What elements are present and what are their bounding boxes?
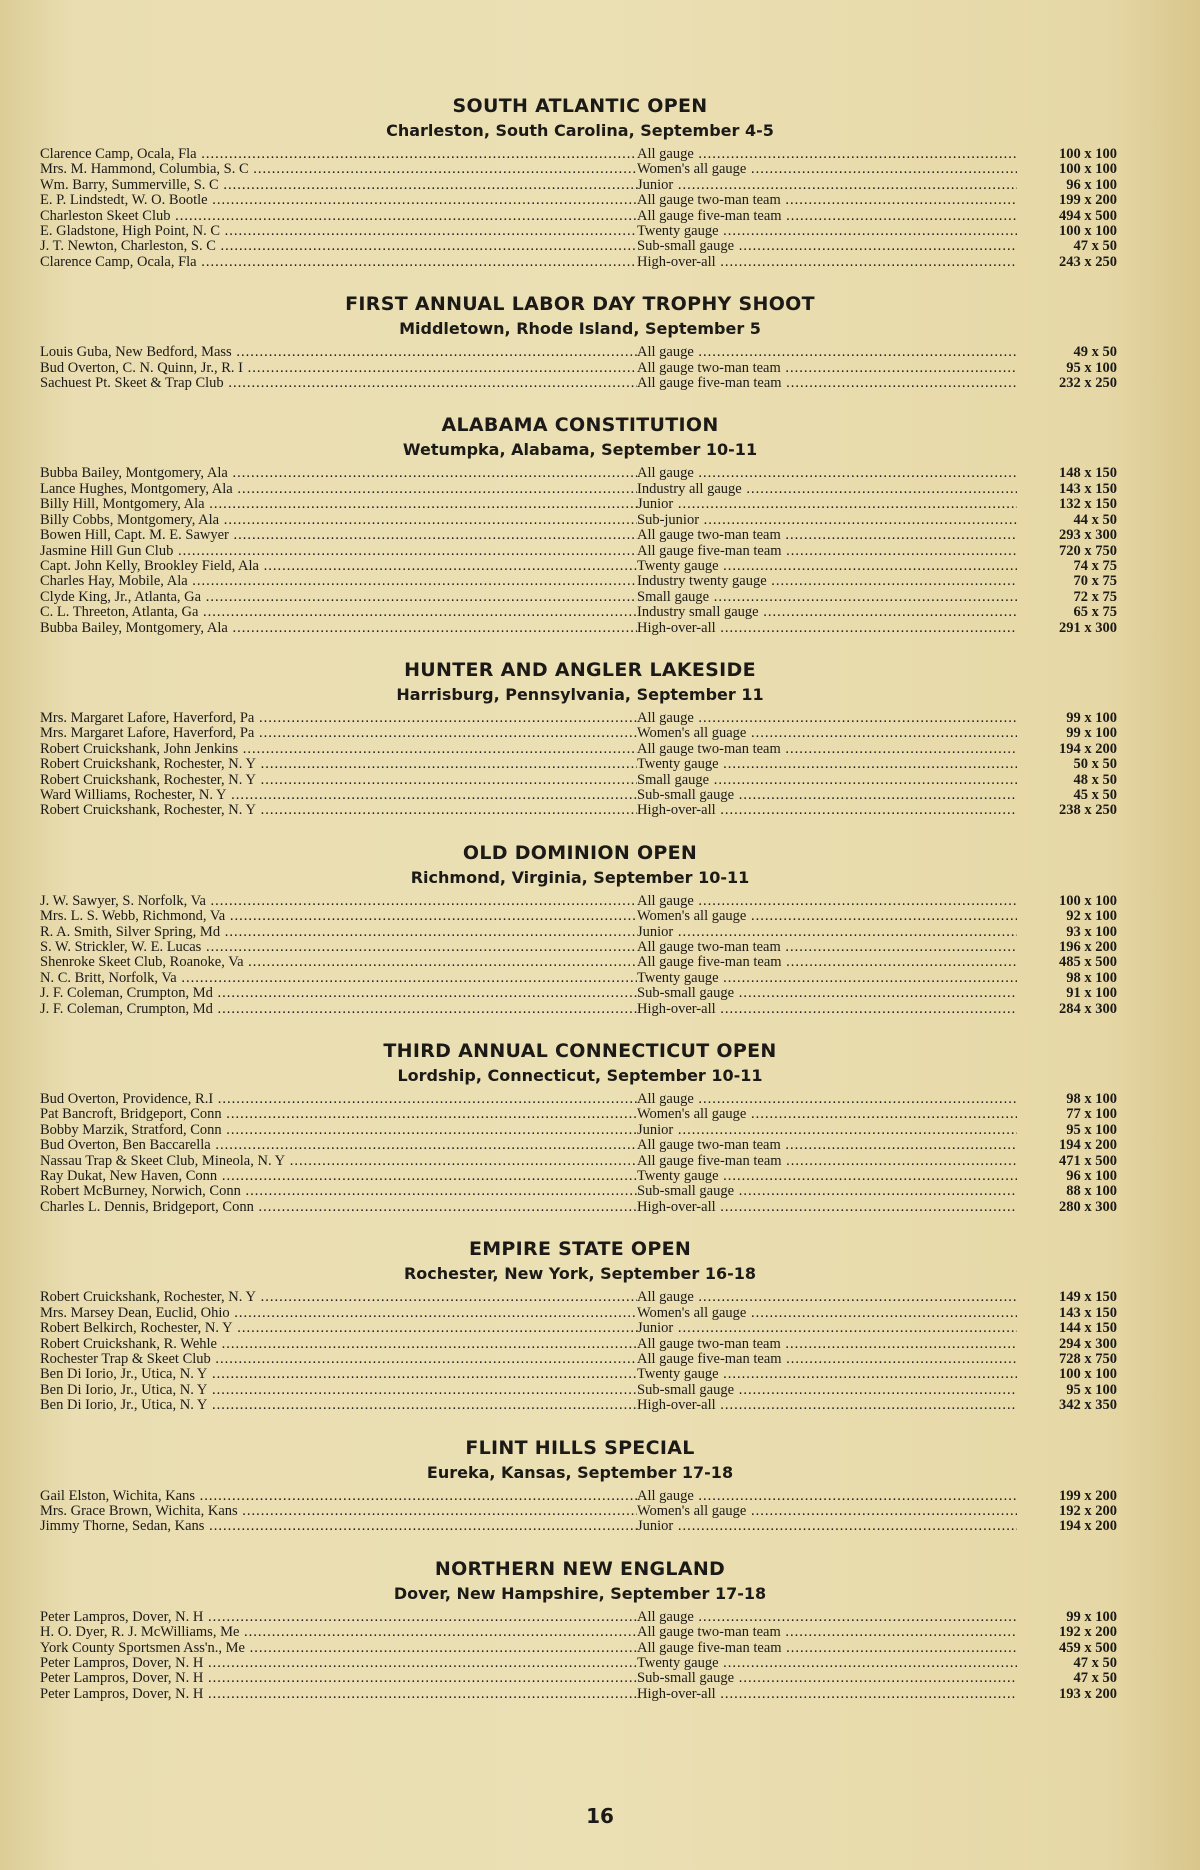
result-row [40,711,1120,726]
event-name: Small gauge ..... [637,590,1017,605]
score: 99 x 100 [1066,1608,1117,1625]
event-section [40,1039,1120,1215]
score: 342 x 350 [1059,1397,1117,1414]
winner-name: Clyde King, Jr., Atlanta, Ga ..... [40,590,637,605]
section-subtitle: Richmond, Virginia, September 10-11 [410,867,750,887]
winner-name: Wm. Barry, Summerville, S. C ..... [40,178,637,193]
result-row [40,1290,1120,1305]
result-row [40,590,1120,605]
event-name: All gauge two-man team ..... [637,1138,1017,1153]
result-row [40,147,1120,162]
event-name: All gauge five-man team ..... [637,376,1017,391]
winner-name: Bud Overton, C. N. Quinn, Jr., R. I ..... [40,361,637,376]
event-name: Sub-small gauge ..... [637,788,1017,803]
score: 95 x 100 [1066,1381,1117,1398]
results-list [40,1290,1120,1413]
score: 132 x 150 [1059,496,1117,513]
section-title: ALABAMA CONSTITUTION [441,414,719,437]
result-row [40,1398,1120,1413]
score: 471 x 500 [1059,1152,1117,1169]
result-row [40,773,1120,788]
result-row [40,1504,1120,1519]
event-section [40,292,1120,391]
score: 192 x 200 [1059,1502,1117,1519]
result-row [40,1154,1120,1169]
score: 45 x 50 [1073,786,1117,803]
result-row [40,1169,1120,1184]
event-name: All gauge five-man team ..... [637,1641,1017,1656]
results-list [40,711,1120,819]
score: 192 x 200 [1059,1624,1117,1641]
event-name: Twenty gauge ..... [637,1367,1017,1382]
score: 100 x 100 [1059,892,1117,909]
event-section [40,1557,1120,1702]
result-row [40,255,1120,270]
result-row [40,1352,1120,1367]
event-name: High-over-all ..... [637,1687,1017,1702]
winner-name: Peter Lampros, Dover, N. H ..... [40,1687,637,1702]
event-section [40,1436,1120,1535]
event-name: Sub-small gauge ..... [637,239,1017,254]
event-name: Small gauge ..... [637,773,1017,788]
result-row [40,497,1120,512]
event-name: Women's all gauge ..... [637,909,1017,924]
result-row [40,803,1120,818]
score: 70 x 75 [1073,573,1117,590]
winner-name: Robert Cruickshank, Rochester, N. Y ..... [40,773,637,788]
result-row [40,940,1120,955]
event-name: All gauge ..... [637,1092,1017,1107]
result-row [40,1337,1120,1352]
result-row [40,621,1120,636]
winner-name: Mrs. Margaret Lafore, Haverford, Pa ..... [40,711,637,726]
winner-name: Robert McBurney, Norwich, Conn ..... [40,1184,637,1199]
score: 193 x 200 [1059,1685,1117,1702]
section-title: FIRST ANNUAL LABOR DAY TROPHY SHOOT [345,293,815,316]
winner-name: Jasmine Hill Gun Club ..... [40,544,637,559]
score: 95 x 100 [1066,1121,1117,1138]
winner-name: Ben Di Iorio, Jr., Utica, N. Y ..... [40,1398,637,1413]
result-row [40,1489,1120,1504]
winner-name: Peter Lampros, Dover, N. H ..... [40,1671,637,1686]
event-name: Junior ..... [637,1519,1017,1534]
score: 243 x 250 [1059,253,1117,270]
event-name: Industry twenty gauge ..... [637,574,1017,589]
section-subtitle: Harrisburg, Pennsylvania, September 11 [396,684,764,704]
section-subtitle: Lordship, Connecticut, September 10-11 [397,1066,763,1086]
event-name: Women's all gauge ..... [637,1504,1017,1519]
event-section [40,658,1120,819]
winner-name: Billy Hill, Montgomery, Ala ..... [40,497,637,512]
score: 91 x 100 [1066,985,1117,1002]
event-name: High-over-all ..... [637,1200,1017,1215]
result-row [40,955,1120,970]
score: 92 x 100 [1066,908,1117,925]
section-title: HUNTER AND ANGLER LAKESIDE [404,658,756,681]
score: 293 x 300 [1059,527,1117,544]
result-row [40,466,1120,481]
score: 100 x 100 [1059,1366,1117,1383]
result-row [40,605,1120,620]
result-row [40,239,1120,254]
score: 238 x 250 [1059,802,1117,819]
score: 96 x 100 [1066,1168,1117,1185]
event-name: Women's all gauge ..... [637,1306,1017,1321]
winner-name: Rochester Trap & Skeet Club ..... [40,1352,637,1367]
winner-name: N. C. Britt, Norfolk, Va ..... [40,971,637,986]
section-subtitle: Middletown, Rhode Island, September 5 [399,319,761,339]
winner-name: Jimmy Thorne, Sedan, Kans ..... [40,1519,637,1534]
section-subtitle: Rochester, New York, September 16-18 [403,1264,757,1284]
winner-name: Robert Belkirch, Rochester, N. Y ..... [40,1321,637,1336]
event-name: Sub-small gauge ..... [637,1184,1017,1199]
winner-name: Mrs. Margaret Lafore, Haverford, Pa ..... [40,726,637,741]
score: 720 x 750 [1059,542,1117,559]
score: 50 x 50 [1073,756,1117,773]
event-name: Sub-small gauge ..... [637,986,1017,1001]
score: 194 x 200 [1059,740,1117,757]
event-name: Junior ..... [637,497,1017,512]
score: 96 x 100 [1066,176,1117,193]
winner-name: Louis Guba, New Bedford, Mass ..... [40,345,637,360]
winner-name: J. F. Coleman, Crumpton, Md ..... [40,986,637,1001]
results-list [40,147,1120,270]
score: 99 x 100 [1066,709,1117,726]
event-name: All gauge five-man team ..... [637,955,1017,970]
event-name: All gauge two-man team ..... [637,940,1017,955]
result-row [40,209,1120,224]
event-name: All gauge five-man team ..... [637,1352,1017,1367]
score: 95 x 100 [1066,359,1117,376]
result-row [40,1200,1120,1215]
score: 143 x 150 [1059,1304,1117,1321]
winner-name: J. F. Coleman, Crumpton, Md ..... [40,1002,637,1017]
result-row [40,1002,1120,1017]
score: 728 x 750 [1059,1350,1117,1367]
score: 199 x 200 [1059,1487,1117,1504]
winner-name: J. T. Newton, Charleston, S. C ..... [40,239,637,254]
section-subtitle: Dover, New Hampshire, September 17-18 [393,1583,767,1603]
winner-name: Bobby Marzik, Stratford, Conn ..... [40,1123,637,1138]
score: 280 x 300 [1059,1198,1117,1215]
result-row [40,1092,1120,1107]
event-name: Sub-small gauge ..... [637,1671,1017,1686]
score: 74 x 75 [1073,557,1117,574]
event-name: Junior ..... [637,1123,1017,1138]
result-row [40,162,1120,177]
score: 88 x 100 [1066,1183,1117,1200]
winner-name: E. P. Lindstedt, W. O. Bootle ..... [40,193,637,208]
winner-name: C. L. Threeton, Atlanta, Ga ..... [40,605,637,620]
winner-name: Peter Lampros, Dover, N. H ..... [40,1656,637,1671]
winner-name: Capt. John Kelly, Brookley Field, Ala ..... [40,559,637,574]
result-row [40,742,1120,757]
score: 47 x 50 [1073,238,1117,255]
score: 98 x 100 [1066,969,1117,986]
event-name: All gauge ..... [637,894,1017,909]
result-row [40,986,1120,1001]
score: 44 x 50 [1073,511,1117,528]
score: 291 x 300 [1059,619,1117,636]
result-row [40,971,1120,986]
winner-name: Bowen Hill, Capt. M. E. Sawyer ..... [40,528,637,543]
winner-name: York County Sportsmen Ass'n., Me ..... [40,1641,637,1656]
winner-name: Bubba Bailey, Montgomery, Ala ..... [40,466,637,481]
section-subtitle: Wetumpka, Alabama, September 10-11 [402,440,758,460]
result-row [40,193,1120,208]
score: 232 x 250 [1059,375,1117,392]
event-name: Twenty gauge ..... [637,224,1017,239]
winner-name: J. W. Sawyer, S. Norfolk, Va ..... [40,894,637,909]
result-row [40,224,1120,239]
score: 65 x 75 [1073,604,1117,621]
event-name: All gauge two-man team ..... [637,361,1017,376]
section-title: FLINT HILLS SPECIAL [465,1436,695,1459]
result-row [40,1687,1120,1702]
winner-name: Pat Bancroft, Bridgeport, Conn ..... [40,1107,637,1122]
event-name: All gauge two-man team ..... [637,1625,1017,1640]
winner-name: Robert Cruickshank, John Jenkins ..... [40,742,637,757]
winner-name: Mrs. Grace Brown, Wichita, Kans ..... [40,1504,637,1519]
event-section [40,94,1120,270]
event-name: All gauge ..... [637,466,1017,481]
result-row [40,1138,1120,1153]
result-row [40,925,1120,940]
result-row [40,178,1120,193]
score: 48 x 50 [1073,771,1117,788]
result-row [40,1625,1120,1640]
event-name: Junior ..... [637,1321,1017,1336]
result-row [40,482,1120,497]
results-list [40,1610,1120,1702]
event-name: Twenty gauge ..... [637,1656,1017,1671]
result-row [40,1641,1120,1656]
event-name: High-over-all ..... [637,255,1017,270]
result-row [40,726,1120,741]
event-name: All gauge ..... [637,711,1017,726]
event-name: High-over-all ..... [637,1002,1017,1017]
result-row [40,757,1120,772]
event-name: Junior ..... [637,178,1017,193]
winner-name: Ward Williams, Rochester, N. Y ..... [40,788,637,803]
results-list [40,466,1120,635]
result-row [40,909,1120,924]
result-row [40,1306,1120,1321]
score: 199 x 200 [1059,192,1117,209]
section-title: SOUTH ATLANTIC OPEN [452,95,708,117]
result-row [40,528,1120,543]
winner-name: Robert Cruickshank, R. Wehle ..... [40,1337,637,1352]
winner-name: Mrs. L. S. Webb, Richmond, Va ..... [40,909,637,924]
results-list [40,1489,1120,1535]
result-row [40,1321,1120,1336]
score: 47 x 50 [1073,1654,1117,1671]
score: 99 x 100 [1066,725,1117,742]
result-row [40,1610,1120,1625]
winner-name: Charleston Skeet Club ..... [40,209,637,224]
winner-name: Clarence Camp, Ocala, Fla ..... [40,147,637,162]
winner-name: Robert Cruickshank, Rochester, N. Y ..... [40,803,637,818]
score: 143 x 150 [1059,480,1117,497]
winner-name: Mrs. M. Hammond, Columbia, S. C ..... [40,162,637,177]
winner-name: Charles L. Dennis, Bridgeport, Conn ..... [40,1200,637,1215]
event-name: Women's all gauge ..... [637,1107,1017,1122]
result-row [40,1367,1120,1382]
event-name: High-over-all ..... [637,621,1017,636]
event-name: Sub-small gauge ..... [637,1383,1017,1398]
score: 72 x 75 [1073,588,1117,605]
score: 459 x 500 [1059,1639,1117,1656]
winner-name: Shenroke Skeet Club, Roanoke, Va ..... [40,955,637,970]
winner-name: Billy Cobbs, Montgomery, Ala ..... [40,513,637,528]
score: 284 x 300 [1059,1000,1117,1017]
event-name: Sub-junior ..... [637,513,1017,528]
results-list [40,345,1120,391]
section-title: THIRD ANNUAL CONNECTICUT OPEN [383,1040,777,1063]
result-row [40,1123,1120,1138]
score: 294 x 300 [1059,1335,1117,1352]
event-name: All gauge two-man team ..... [637,528,1017,543]
result-row [40,1656,1120,1671]
result-row [40,1184,1120,1199]
score: 93 x 100 [1066,923,1117,940]
event-section [40,1237,1120,1413]
event-name: All gauge five-man team ..... [637,1154,1017,1169]
event-name: Twenty gauge ..... [637,559,1017,574]
section-title: EMPIRE STATE OPEN [468,1238,692,1261]
event-name: All gauge five-man team ..... [637,544,1017,559]
score: 49 x 50 [1073,344,1117,361]
winner-name: Ben Di Iorio, Jr., Utica, N. Y ..... [40,1367,637,1382]
event-name: Industry small gauge ..... [637,605,1017,620]
result-row [40,559,1120,574]
winner-name: Bubba Bailey, Montgomery, Ala ..... [40,621,637,636]
score: 196 x 200 [1059,939,1117,955]
event-name: All gauge ..... [637,147,1017,162]
score: 148 x 150 [1059,465,1117,482]
score: 485 x 500 [1059,954,1117,971]
event-name: Industry all gauge ..... [637,482,1017,497]
winner-name: S. W. Strickler, W. E. Lucas ..... [40,940,637,955]
score: 100 x 100 [1059,146,1117,162]
event-name: All gauge ..... [637,345,1017,360]
event-name: Women's all guage ..... [637,726,1017,741]
event-name: Twenty gauge ..... [637,1169,1017,1184]
event-name: All gauge two-man team ..... [637,1337,1017,1352]
result-row [40,361,1120,376]
results-page [40,94,1120,1724]
results-list [40,1092,1120,1215]
result-row [40,788,1120,803]
winner-name: Sachuest Pt. Skeet & Trap Club ..... [40,376,637,391]
winner-name: Clarence Camp, Ocala, Fla ..... [40,255,637,270]
result-row [40,376,1120,391]
winner-name: R. A. Smith, Silver Spring, Md ..... [40,925,637,940]
score: 194 x 200 [1059,1137,1117,1154]
winner-name: Nassau Trap & Skeet Club, Mineola, N. Y ..... [40,1154,637,1169]
winner-name: Bud Overton, Providence, R.I ..... [40,1092,637,1107]
event-name: All gauge ..... [637,1610,1017,1625]
result-row [40,574,1120,589]
result-row [40,1383,1120,1398]
winner-name: Gail Elston, Wichita, Kans ..... [40,1489,637,1504]
score: 194 x 200 [1059,1518,1117,1535]
winner-name: H. O. Dyer, R. J. McWilliams, Me ..... [40,1625,637,1640]
result-row [40,894,1120,909]
winner-name: Ray Dukat, New Haven, Conn ..... [40,1169,637,1184]
result-row [40,544,1120,559]
page-number: 16 [586,1804,614,1828]
winner-name: E. Gladstone, High Point, N. C ..... [40,224,637,239]
score: 144 x 150 [1059,1320,1117,1337]
event-section [40,413,1120,635]
event-name: Twenty gauge ..... [637,757,1017,772]
winner-name: Robert Cruickshank, Rochester, N. Y ..... [40,757,637,772]
winner-name: Bud Overton, Ben Baccarella ..... [40,1138,637,1153]
winner-name: Mrs. Marsey Dean, Euclid, Ohio ..... [40,1306,637,1321]
event-name: High-over-all ..... [637,1398,1017,1413]
score: 100 x 100 [1059,161,1117,178]
results-list [40,894,1120,1017]
section-subtitle: Charleston, South Carolina, September 4-5 [386,121,774,140]
event-name: All gauge ..... [637,1290,1017,1305]
event-name: All gauge five-man team ..... [637,209,1017,224]
event-name: Twenty gauge ..... [637,971,1017,986]
section-title: OLD DOMINION OPEN [462,841,698,864]
winner-name: Lance Hughes, Montgomery, Ala ..... [40,482,637,497]
score: 149 x 150 [1059,1289,1117,1306]
result-row [40,1107,1120,1122]
winner-name: Peter Lampros, Dover, N. H ..... [40,1610,637,1625]
score: 100 x 100 [1059,223,1117,240]
section-title: NORTHERN NEW ENGLAND [434,1557,726,1580]
event-name: Women's all gauge ..... [637,162,1017,177]
result-row [40,1671,1120,1686]
event-name: High-over-all ..... [637,803,1017,818]
result-row [40,345,1120,360]
event-name: All gauge ..... [637,1489,1017,1504]
event-name: All gauge two-man team ..... [637,742,1017,757]
winner-name: Ben Di Iorio, Jr., Utica, N. Y ..... [40,1383,637,1398]
event-name: Junior ..... [637,925,1017,940]
winner-name: Charles Hay, Mobile, Ala ..... [40,574,637,589]
result-row [40,513,1120,528]
score: 77 x 100 [1066,1106,1117,1123]
score: 98 x 100 [1066,1091,1117,1108]
result-row [40,1519,1120,1534]
score: 494 x 500 [1059,207,1117,224]
section-subtitle: Eureka, Kansas, September 17-18 [426,1462,734,1482]
score: 47 x 50 [1073,1670,1117,1687]
event-name: All gauge two-man team ..... [637,193,1017,208]
winner-name: Robert Cruickshank, Rochester, N. Y ..... [40,1290,637,1305]
event-section [40,841,1120,1017]
